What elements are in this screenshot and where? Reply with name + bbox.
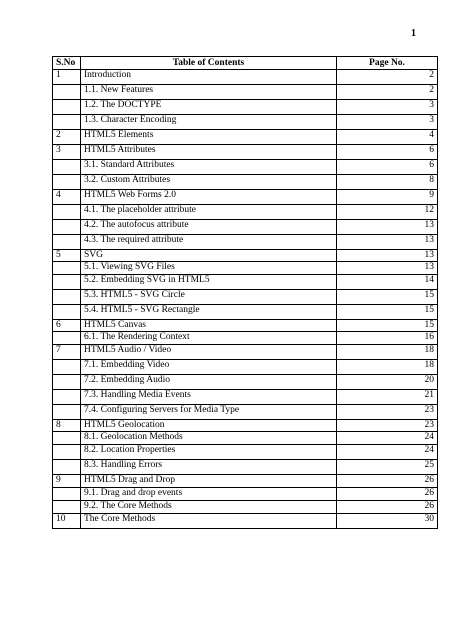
cell-title: 8.2. Location Properties bbox=[81, 445, 337, 460]
cell-page: 20 bbox=[337, 375, 438, 390]
cell-sno bbox=[53, 160, 81, 175]
cell-title: 3.2. Custom Attributes bbox=[81, 175, 337, 190]
table-row bbox=[53, 345, 438, 360]
cell-title: SVG bbox=[81, 250, 337, 262]
table-row bbox=[53, 332, 438, 345]
cell-sno bbox=[53, 235, 81, 250]
header-title: Table of Contents bbox=[81, 57, 337, 70]
cell-sno bbox=[53, 405, 81, 420]
cell-page: 13 bbox=[337, 220, 438, 235]
cell-title: HTML5 Geolocation bbox=[81, 420, 337, 432]
cell-title: 5.1. Viewing SVG Files bbox=[81, 262, 337, 275]
cell-sno bbox=[53, 262, 81, 275]
table-row bbox=[53, 130, 438, 145]
table-row bbox=[53, 205, 438, 220]
toc-body bbox=[53, 70, 438, 529]
cell-page: 26 bbox=[337, 501, 438, 514]
table-row bbox=[53, 488, 438, 501]
cell-title: HTML5 Web Forms 2.0 bbox=[81, 190, 337, 205]
cell-sno: 3 bbox=[53, 145, 81, 160]
header-sno: S.No bbox=[53, 57, 81, 70]
cell-title: 6.1. The Rendering Context bbox=[81, 332, 337, 345]
cell-page: 2 bbox=[337, 70, 438, 85]
cell-sno: 6 bbox=[53, 320, 81, 332]
table-row bbox=[53, 420, 438, 432]
table-row bbox=[53, 160, 438, 175]
cell-title: 4.3. The required attribute bbox=[81, 235, 337, 250]
table-row bbox=[53, 85, 438, 100]
cell-sno bbox=[53, 115, 81, 130]
cell-sno bbox=[53, 332, 81, 345]
cell-page: 21 bbox=[337, 390, 438, 405]
table-row bbox=[53, 375, 438, 390]
header-page: Page No. bbox=[337, 57, 438, 70]
cell-page: 15 bbox=[337, 320, 438, 332]
cell-title: 1.1. New Features bbox=[81, 85, 337, 100]
cell-title: HTML5 Drag and Drop bbox=[81, 475, 337, 488]
header-row bbox=[53, 57, 438, 70]
table-row bbox=[53, 432, 438, 445]
cell-sno: 9 bbox=[53, 475, 81, 488]
cell-page: 3 bbox=[337, 100, 438, 115]
cell-sno bbox=[53, 375, 81, 390]
cell-page: 26 bbox=[337, 488, 438, 501]
table-row bbox=[53, 501, 438, 514]
cell-title: 4.2. The autofocus attribute bbox=[81, 220, 337, 235]
table-row bbox=[53, 475, 438, 488]
cell-sno: 1 bbox=[53, 70, 81, 85]
cell-page: 13 bbox=[337, 250, 438, 262]
cell-title: 8.3. Handling Errors bbox=[81, 460, 337, 475]
cell-title: 5.2. Embedding SVG in HTML5 bbox=[81, 275, 337, 290]
cell-page: 23 bbox=[337, 420, 438, 432]
cell-sno bbox=[53, 501, 81, 514]
table-row bbox=[53, 250, 438, 262]
cell-page: 25 bbox=[337, 460, 438, 475]
table-row bbox=[53, 305, 438, 320]
cell-title: HTML5 Canvas bbox=[81, 320, 337, 332]
cell-title: Introduction bbox=[81, 70, 337, 85]
cell-page: 3 bbox=[337, 115, 438, 130]
cell-page: 24 bbox=[337, 445, 438, 460]
cell-title: HTML5 Attributes bbox=[81, 145, 337, 160]
cell-title: 3.1. Standard Attributes bbox=[81, 160, 337, 175]
cell-sno bbox=[53, 305, 81, 320]
cell-sno bbox=[53, 175, 81, 190]
cell-page: 6 bbox=[337, 145, 438, 160]
cell-page: 4 bbox=[337, 130, 438, 145]
table-row bbox=[53, 320, 438, 332]
cell-title: HTML5 Elements bbox=[81, 130, 337, 145]
table-row bbox=[53, 275, 438, 290]
cell-page: 26 bbox=[337, 475, 438, 488]
cell-sno bbox=[53, 275, 81, 290]
cell-title: 7.4. Configuring Servers for Media Type bbox=[81, 405, 337, 420]
cell-sno bbox=[53, 460, 81, 475]
cell-page: 12 bbox=[337, 205, 438, 220]
cell-sno bbox=[53, 360, 81, 375]
cell-page: 6 bbox=[337, 160, 438, 175]
cell-page: 13 bbox=[337, 262, 438, 275]
cell-page: 15 bbox=[337, 305, 438, 320]
cell-sno bbox=[53, 432, 81, 445]
page-number: 1 bbox=[411, 28, 416, 39]
table-row bbox=[53, 190, 438, 205]
cell-sno bbox=[53, 290, 81, 305]
cell-page: 15 bbox=[337, 290, 438, 305]
cell-title: HTML5 Audio / Video bbox=[81, 345, 337, 360]
cell-title: 9.1. Drag and drop events bbox=[81, 488, 337, 501]
cell-sno: 8 bbox=[53, 420, 81, 432]
cell-sno bbox=[53, 390, 81, 405]
table-row bbox=[53, 405, 438, 420]
table-row bbox=[53, 70, 438, 85]
cell-page: 24 bbox=[337, 432, 438, 445]
cell-title: 5.3. HTML5 - SVG Circle bbox=[81, 290, 337, 305]
cell-title: 1.3. Character Encoding bbox=[81, 115, 337, 130]
cell-sno: 2 bbox=[53, 130, 81, 145]
table-row bbox=[53, 360, 438, 375]
cell-sno: 4 bbox=[53, 190, 81, 205]
table-row bbox=[53, 445, 438, 460]
table-row bbox=[53, 390, 438, 405]
cell-title: 7.3. Handling Media Events bbox=[81, 390, 337, 405]
cell-page: 16 bbox=[337, 332, 438, 345]
cell-title: 1.2. The DOCTYPE bbox=[81, 100, 337, 115]
table-row bbox=[53, 220, 438, 235]
cell-page: 14 bbox=[337, 275, 438, 290]
table-row bbox=[53, 235, 438, 250]
cell-sno bbox=[53, 85, 81, 100]
cell-page: 18 bbox=[337, 360, 438, 375]
cell-page: 9 bbox=[337, 190, 438, 205]
cell-sno bbox=[53, 100, 81, 115]
cell-page: 18 bbox=[337, 345, 438, 360]
cell-page: 23 bbox=[337, 405, 438, 420]
cell-sno bbox=[53, 205, 81, 220]
cell-page: 13 bbox=[337, 235, 438, 250]
cell-sno bbox=[53, 445, 81, 460]
cell-title: The Core Methods bbox=[81, 514, 337, 529]
cell-page: 30 bbox=[337, 514, 438, 529]
cell-page: 8 bbox=[337, 175, 438, 190]
table-of-contents bbox=[52, 56, 438, 529]
cell-sno: 10 bbox=[53, 514, 81, 529]
table-row bbox=[53, 290, 438, 305]
cell-title: 5.4. HTML5 - SVG Rectangle bbox=[81, 305, 337, 320]
cell-sno: 5 bbox=[53, 250, 81, 262]
cell-title: 8.1. Geolocation Methods bbox=[81, 432, 337, 445]
cell-title: 7.2. Embedding Audio bbox=[81, 375, 337, 390]
cell-sno bbox=[53, 488, 81, 501]
cell-title: 4.1. The placeholder attribute bbox=[81, 205, 337, 220]
table-row bbox=[53, 115, 438, 130]
table-row bbox=[53, 460, 438, 475]
cell-sno: 7 bbox=[53, 345, 81, 360]
table-row bbox=[53, 100, 438, 115]
cell-title: 9.2. The Core Methods bbox=[81, 501, 337, 514]
table-row bbox=[53, 514, 438, 529]
cell-title: 7.1. Embedding Video bbox=[81, 360, 337, 375]
table-row bbox=[53, 262, 438, 275]
cell-page: 2 bbox=[337, 85, 438, 100]
table-row bbox=[53, 175, 438, 190]
table-row bbox=[53, 145, 438, 160]
cell-sno bbox=[53, 220, 81, 235]
